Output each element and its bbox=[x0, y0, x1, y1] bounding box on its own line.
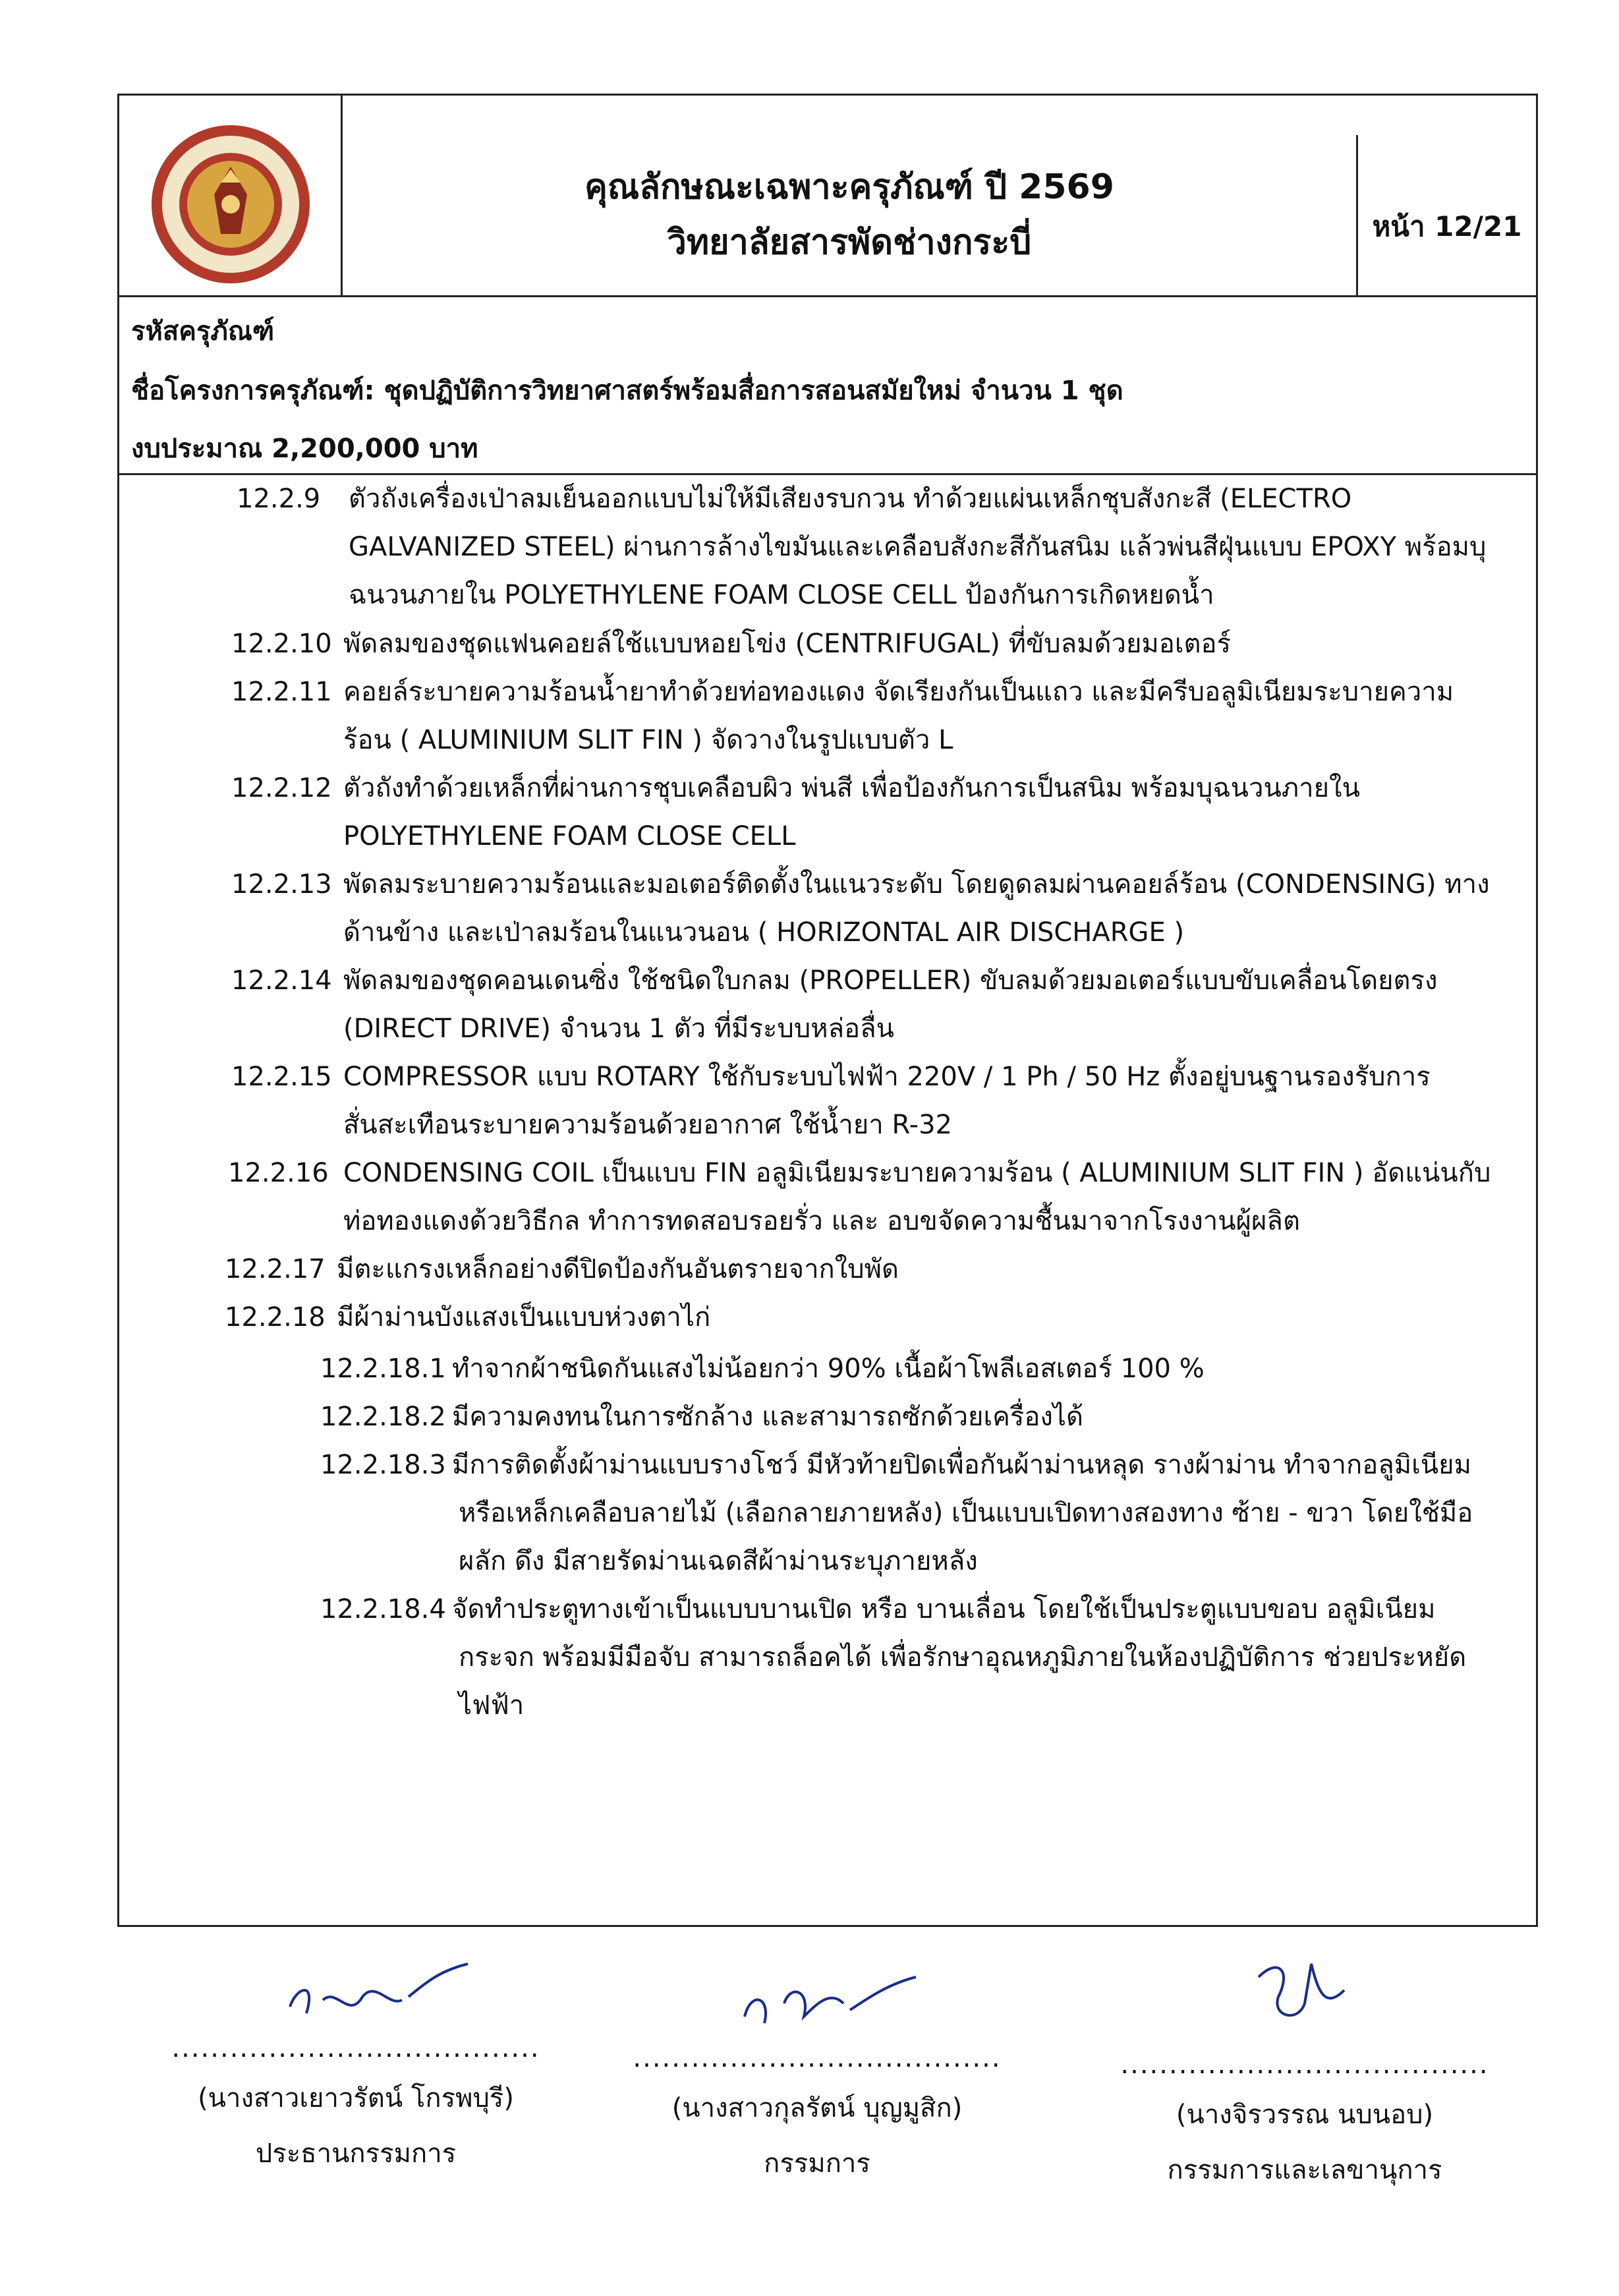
spec-item-text: พัดลมของชุดคอนเดนซิ่ง ใช้ชนิดใบกลม (PROPELLER) ขับลมด้วยมอเตอร์แบบขับเคลื่อนโดยตรง bbox=[343, 965, 1438, 996]
signer-role: กรรมการและเลขานุการ bbox=[1167, 2155, 1442, 2185]
spec-subitem-number: 12.2.18.3 bbox=[320, 1450, 446, 1480]
spec-subitem-text: มีการติดตั้งผ้าม่านแบบรางโชว์ มีหัวท้ายปิดเพื่อกันผ้าม่านหลุด รางผ้าม่าน ทำจากอลูมิเนียม bbox=[452, 1450, 1471, 1480]
spec-subitem-text: หรือเหล็กเคลือบลายไม้ (เลือกลายภายหลัง) เป็นแบบเปิดทางสองทาง ซ้าย - ขวา โดยใช้มือ bbox=[459, 1498, 1473, 1528]
spec-item-text: ด้านข้าง และเป่าลมร้อนในแนวนอน ( HORIZONTAL AIR DISCHARGE ) bbox=[343, 917, 1185, 948]
spec-item-text: พัดลมระบายความร้อนและมอเตอร์ติดตั้งในแนวระดับ โดยดูดลมผ่านคอยล์ร้อน (CONDENSING) ทาง bbox=[343, 869, 1490, 900]
spec-subitem-text: ไฟฟ้า bbox=[459, 1690, 525, 1721]
signature-block-member bbox=[626, 2043, 1008, 2184]
spec-item-number: 12.2.15 bbox=[231, 1062, 332, 1092]
document-title: คุณลักษณะเฉพาะครุภัณฑ์ ปี 2569 bbox=[584, 167, 1114, 207]
spec-item-number: 12.2.18 bbox=[225, 1302, 326, 1333]
signer-name: (นางสาวเยาวรัตน์ โกรพบุรี) bbox=[198, 2083, 514, 2113]
spec-item-text: พัดลมของชุดแฟนคอยล์ใช้แบบหอยโข่ง (CENTRIFUGAL) ที่ขับลมด้วยมอเตอร์ bbox=[343, 629, 1231, 659]
signer-role: กรรมการ bbox=[764, 2148, 870, 2179]
spec-item-text: GALVANIZED STEEL) ผ่านการล้างไขมันและเคลือบสังกะสีกันสนิม แล้วพ่นสีฝุ่นแบบ EPOXY พร้อมบุ bbox=[349, 532, 1487, 562]
spec-item-number: 12.2.9 bbox=[237, 484, 321, 514]
college-name: วิทยาลัยสารพัดช่างกระบี่ bbox=[667, 223, 1032, 262]
spec-item-number: 12.2.14 bbox=[231, 965, 332, 996]
spec-item-text: มีผ้าม่านบังแสงเป็นแบบห่วงตาไก่ bbox=[337, 1302, 711, 1333]
spec-subitem-text: มีความคงทนในการซักล้าง และสามารถซักด้วยเครื่องได้ bbox=[452, 1402, 1084, 1432]
page-cell bbox=[1356, 135, 1536, 295]
spec-item-text: CONDENSING COIL เป็นแบบ FIN อลูมิเนียมระบายความร้อน ( ALUMINIUM SLIT FIN ) อัดแน่นกับ bbox=[343, 1158, 1491, 1188]
spec-subitem-text: จัดทำประตูทางเข้าเป็นแบบบานเปิด หรือ บานเลื่อน โดยใช้เป็นประตูแบบขอบ อลูมิเนียม bbox=[452, 1594, 1436, 1624]
spec-item-text: (DIRECT DRIVE) จำนวน 1 ตัว ที่มีระบบหล่อลื่น bbox=[343, 1014, 895, 1044]
signer-name: (นางสาวกุลรัตน์ บุญมูสิก) bbox=[671, 2093, 963, 2123]
page-number: หน้า 12/21 bbox=[1372, 210, 1522, 243]
spec-item-text: ท่อทองแดงด้วยวิธีกล ทำการทดสอบรอยรั่ว และ อบขจัดความชื้นมาจากโรงงานผู้ผลิต bbox=[343, 1206, 1300, 1236]
handwritten-signature bbox=[1239, 1951, 1371, 2036]
spec-item-text: คอยล์ระบายความร้อนน้ำยาทำด้วยท่อทองแดง จัดเรียงกันเป็นแถว และมีครีบอลูมิเนียมระบายความ bbox=[343, 677, 1454, 707]
spec-item-number: 12.2.17 bbox=[225, 1254, 326, 1284]
handwritten-signature bbox=[277, 1961, 474, 2033]
spec-item-number: 12.2.10 bbox=[231, 629, 332, 659]
vocational-education-seal bbox=[148, 122, 313, 287]
handwritten-signature bbox=[725, 1964, 923, 2036]
spec-item-text: ร้อน ( ALUMINIUM SLIT FIN ) จัดวางในรูปแบบตัว L bbox=[343, 725, 953, 755]
info-section bbox=[119, 295, 1536, 475]
spec-subitem-number: 12.2.18.1 bbox=[320, 1354, 446, 1384]
logo-cell bbox=[119, 96, 343, 295]
signature-line: ...................................... bbox=[633, 2043, 1002, 2073]
document-frame bbox=[117, 94, 1538, 1927]
budget: งบประมาณ 2,200,000 บาท bbox=[131, 434, 478, 464]
spec-item-text: สั่นสะเทือนระบายความร้อนด้วยอากาศ ใช้น้ำยา R-32 bbox=[343, 1110, 952, 1140]
spec-item-text: COMPRESSOR แบบ ROTARY ใช้กับระบบไฟฟ้า 220V / 1 Ph / 50 Hz ตั้งอยู่บนฐานรองรับการ bbox=[343, 1062, 1431, 1092]
spec-subitem-number: 12.2.18.4 bbox=[320, 1594, 446, 1624]
spec-item-text: POLYETHYLENE FOAM CLOSE CELL bbox=[343, 821, 796, 851]
spec-item-text: ตัวถังทำด้วยเหล็กที่ผ่านการชุบเคลือบผิว พ่นสี เพื่อป้องกันการเป็นสนิม พร้อมบุฉนวนภายใน bbox=[343, 773, 1360, 803]
signature-block-secretary bbox=[1107, 2050, 1502, 2191]
equipment-code-label: รหัสครุภัณฑ์ bbox=[131, 316, 275, 347]
spec-subitem-text: ทำจากผ้าชนิดกันแสงไม่น้อยกว่า 90% เนื้อผ้าโพลีเอสเตอร์ 100 % bbox=[452, 1354, 1205, 1384]
project-name: ชื่อโครงการครุภัณฑ์: ชุดปฏิบัติการวิทยาศาสตร์พร้อมสื่อการสอนสมัยใหม่ จำนวน 1 ชุด bbox=[131, 376, 1123, 406]
spec-item-text: มีตะแกรงเหล็กอย่างดีปิดป้องกันอันตรายจากใบพัด bbox=[337, 1254, 899, 1284]
signer-role: ประธานกรรมการ bbox=[255, 2138, 457, 2169]
spec-subitem-text: กระจก พร้อมมีมือจับ สามารถล็อคได้ เพื่อรักษาอุณหภูมิภายในห้องปฏิบัติการ ช่วยประหยัด bbox=[459, 1642, 1467, 1673]
spec-subitem-text: ผลัก ดึง มีสายรัดม่านเฉดสีผ้าม่านระบุภายหลัง bbox=[459, 1546, 978, 1576]
signer-name: (นางจิรวรรณ นบนอบ) bbox=[1176, 2100, 1434, 2130]
signature-block-chair bbox=[165, 2033, 547, 2174]
signature-line: ...................................... bbox=[171, 2033, 540, 2063]
header bbox=[119, 96, 1536, 297]
spec-item-number: 12.2.16 bbox=[228, 1158, 329, 1188]
spec-item-number: 12.2.11 bbox=[231, 677, 332, 707]
spec-item-text: ฉนวนภายใน POLYETHYLENE FOAM CLOSE CELL ป้องกันการเกิดหยดน้ำ bbox=[349, 580, 1214, 610]
spec-item-text: ตัวถังเครื่องเป่าลมเย็นออกแบบไม่ให้มีเสียงรบกวน ทำด้วยแผ่นเหล็กชุบสังกะสี (ELECTRO bbox=[349, 484, 1352, 514]
signature-line: ...................................... bbox=[1120, 2050, 1489, 2080]
spec-subitem-number: 12.2.18.2 bbox=[320, 1402, 446, 1432]
spec-item-number: 12.2.13 bbox=[231, 869, 332, 900]
spec-item-number: 12.2.12 bbox=[231, 773, 332, 803]
